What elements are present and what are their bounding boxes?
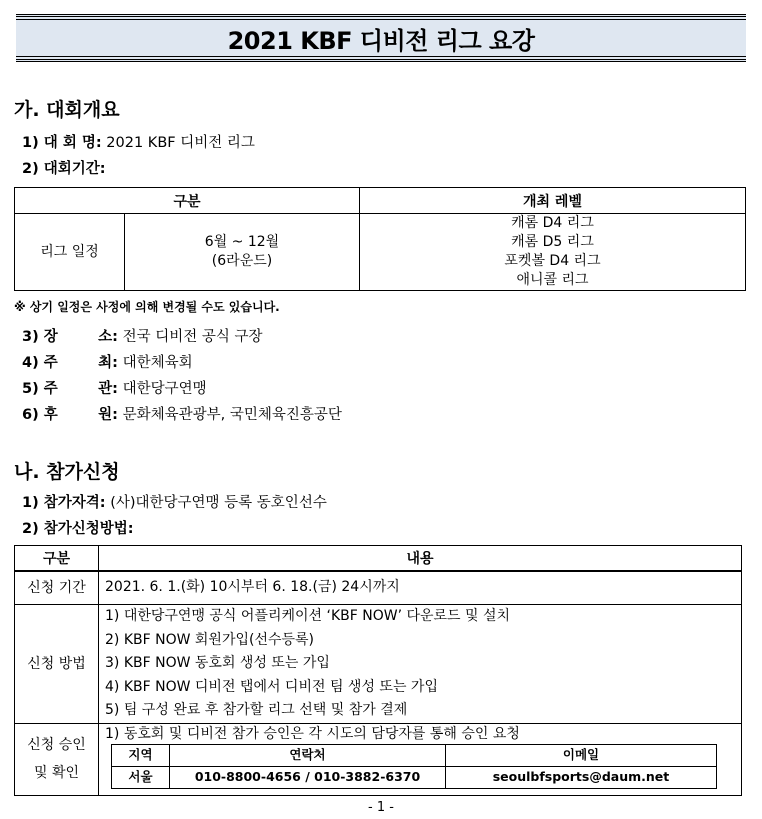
- schedule-period: [125, 214, 360, 291]
- method-step: 3) KBF NOW 동호회 생성 또는 가입: [105, 655, 330, 671]
- item-value: 문화체육관광부, 국민체육진흥공단: [122, 407, 342, 423]
- method-step: 2) KBF NOW 회원가입(선수등록): [105, 631, 315, 648]
- contact-email[interactable]: seoulbfsports@daum.net: [446, 766, 717, 788]
- method-step: 5) 팀 구성 완료 후 참가할 리그 선택 및 참가 결제: [105, 702, 408, 718]
- item-label: 3) 장 소:: [22, 329, 118, 345]
- apply-header-content: 내용: [99, 546, 742, 571]
- item-label: 2) 참가신청방법:: [22, 521, 134, 537]
- level-item: 캐롬 D4 리그: [511, 215, 594, 231]
- item-label: 1) 대 회 명:: [22, 135, 102, 151]
- apply-period-label: 신청 기간: [15, 571, 99, 605]
- schedule-rounds: (6라운드): [211, 253, 273, 269]
- approval-label-line: 신청 승인: [27, 737, 86, 753]
- schedule-row-label: 리그 일정: [15, 214, 125, 291]
- item-value: 대한당구연맹: [122, 381, 207, 397]
- item-competition-name: [22, 131, 255, 152]
- item-organizer: [22, 377, 207, 398]
- method-step: 1) 대한당구연맹 공식 어플리케이션 ‘KBF NOW’ 다운로드 및 설치: [105, 608, 511, 624]
- schedule-months: 6월 ~ 12월: [204, 234, 280, 250]
- contact-header-phone: 연락처: [170, 744, 446, 766]
- item-label: 2) 대회기간:: [22, 161, 106, 177]
- section-heading-overview: 가. 대회개요: [14, 99, 120, 121]
- schedule-note: ※ 상기 일정은 사정에 의해 변경될 수도 있습니다.: [14, 300, 280, 314]
- method-step: 4) KBF NOW 디비전 탭에서 디비전 팀 생성 또는 가입: [105, 678, 438, 695]
- item-sponsor: [22, 403, 342, 424]
- section-heading-registration: 나. 참가신청: [14, 461, 120, 483]
- apply-methods: [99, 605, 742, 724]
- approval-text: 1) 동호회 및 디비전 참가 승인은 각 시도의 담당자를 통해 승인 요청: [105, 725, 520, 742]
- apply-header-division: 구분: [15, 546, 99, 571]
- item-application-method: [22, 517, 134, 538]
- page-number: - 1 -: [368, 800, 394, 815]
- level-item: 포켓볼 D4 리그: [504, 253, 601, 269]
- item-value: (사)대한당구연맹 등록 동호인선수: [110, 495, 327, 511]
- contact-region: 서울: [112, 766, 170, 788]
- apply-approval-content: [99, 723, 742, 795]
- document-title: [16, 14, 746, 62]
- title-text: 2021 KBF 디비전 리그 요강: [227, 26, 535, 55]
- schedule-header-division: 구분: [15, 188, 360, 214]
- contact-header-email: 이메일: [446, 744, 717, 766]
- item-competition-period: [22, 157, 106, 178]
- item-value: 대한체육회: [122, 355, 193, 371]
- application-table: [14, 545, 742, 796]
- contact-header-region: 지역: [112, 744, 170, 766]
- item-host: [22, 351, 193, 372]
- contact-table: [111, 744, 717, 789]
- schedule-levels: [360, 214, 746, 291]
- item-value: 2021 KBF 디비전 리그: [106, 135, 255, 151]
- contact-phone: 010-8800-4656 / 010-3882-6370: [170, 766, 446, 788]
- level-item: 애니콜 리그: [516, 272, 589, 288]
- item-label: 6) 후 원:: [22, 407, 118, 423]
- apply-approval-label: [15, 723, 99, 795]
- item-label: 4) 주 최:: [22, 355, 118, 371]
- approval-label-line: 및 확인: [33, 765, 80, 781]
- level-item: 캐롬 D5 리그: [511, 234, 594, 250]
- item-label: 1) 참가자격:: [22, 495, 106, 511]
- item-label: 5) 주 관:: [22, 381, 118, 397]
- item-value: 전국 디비전 공식 구장: [122, 329, 263, 345]
- item-venue: [22, 325, 262, 346]
- apply-period-value: 2021. 6. 1.(화) 10시부터 6. 18.(금) 24시까지: [99, 571, 742, 605]
- item-eligibility: [22, 491, 327, 512]
- schedule-header-level: 개최 레벨: [360, 188, 746, 214]
- schedule-table: [14, 187, 746, 291]
- apply-method-label: 신청 방법: [15, 605, 99, 724]
